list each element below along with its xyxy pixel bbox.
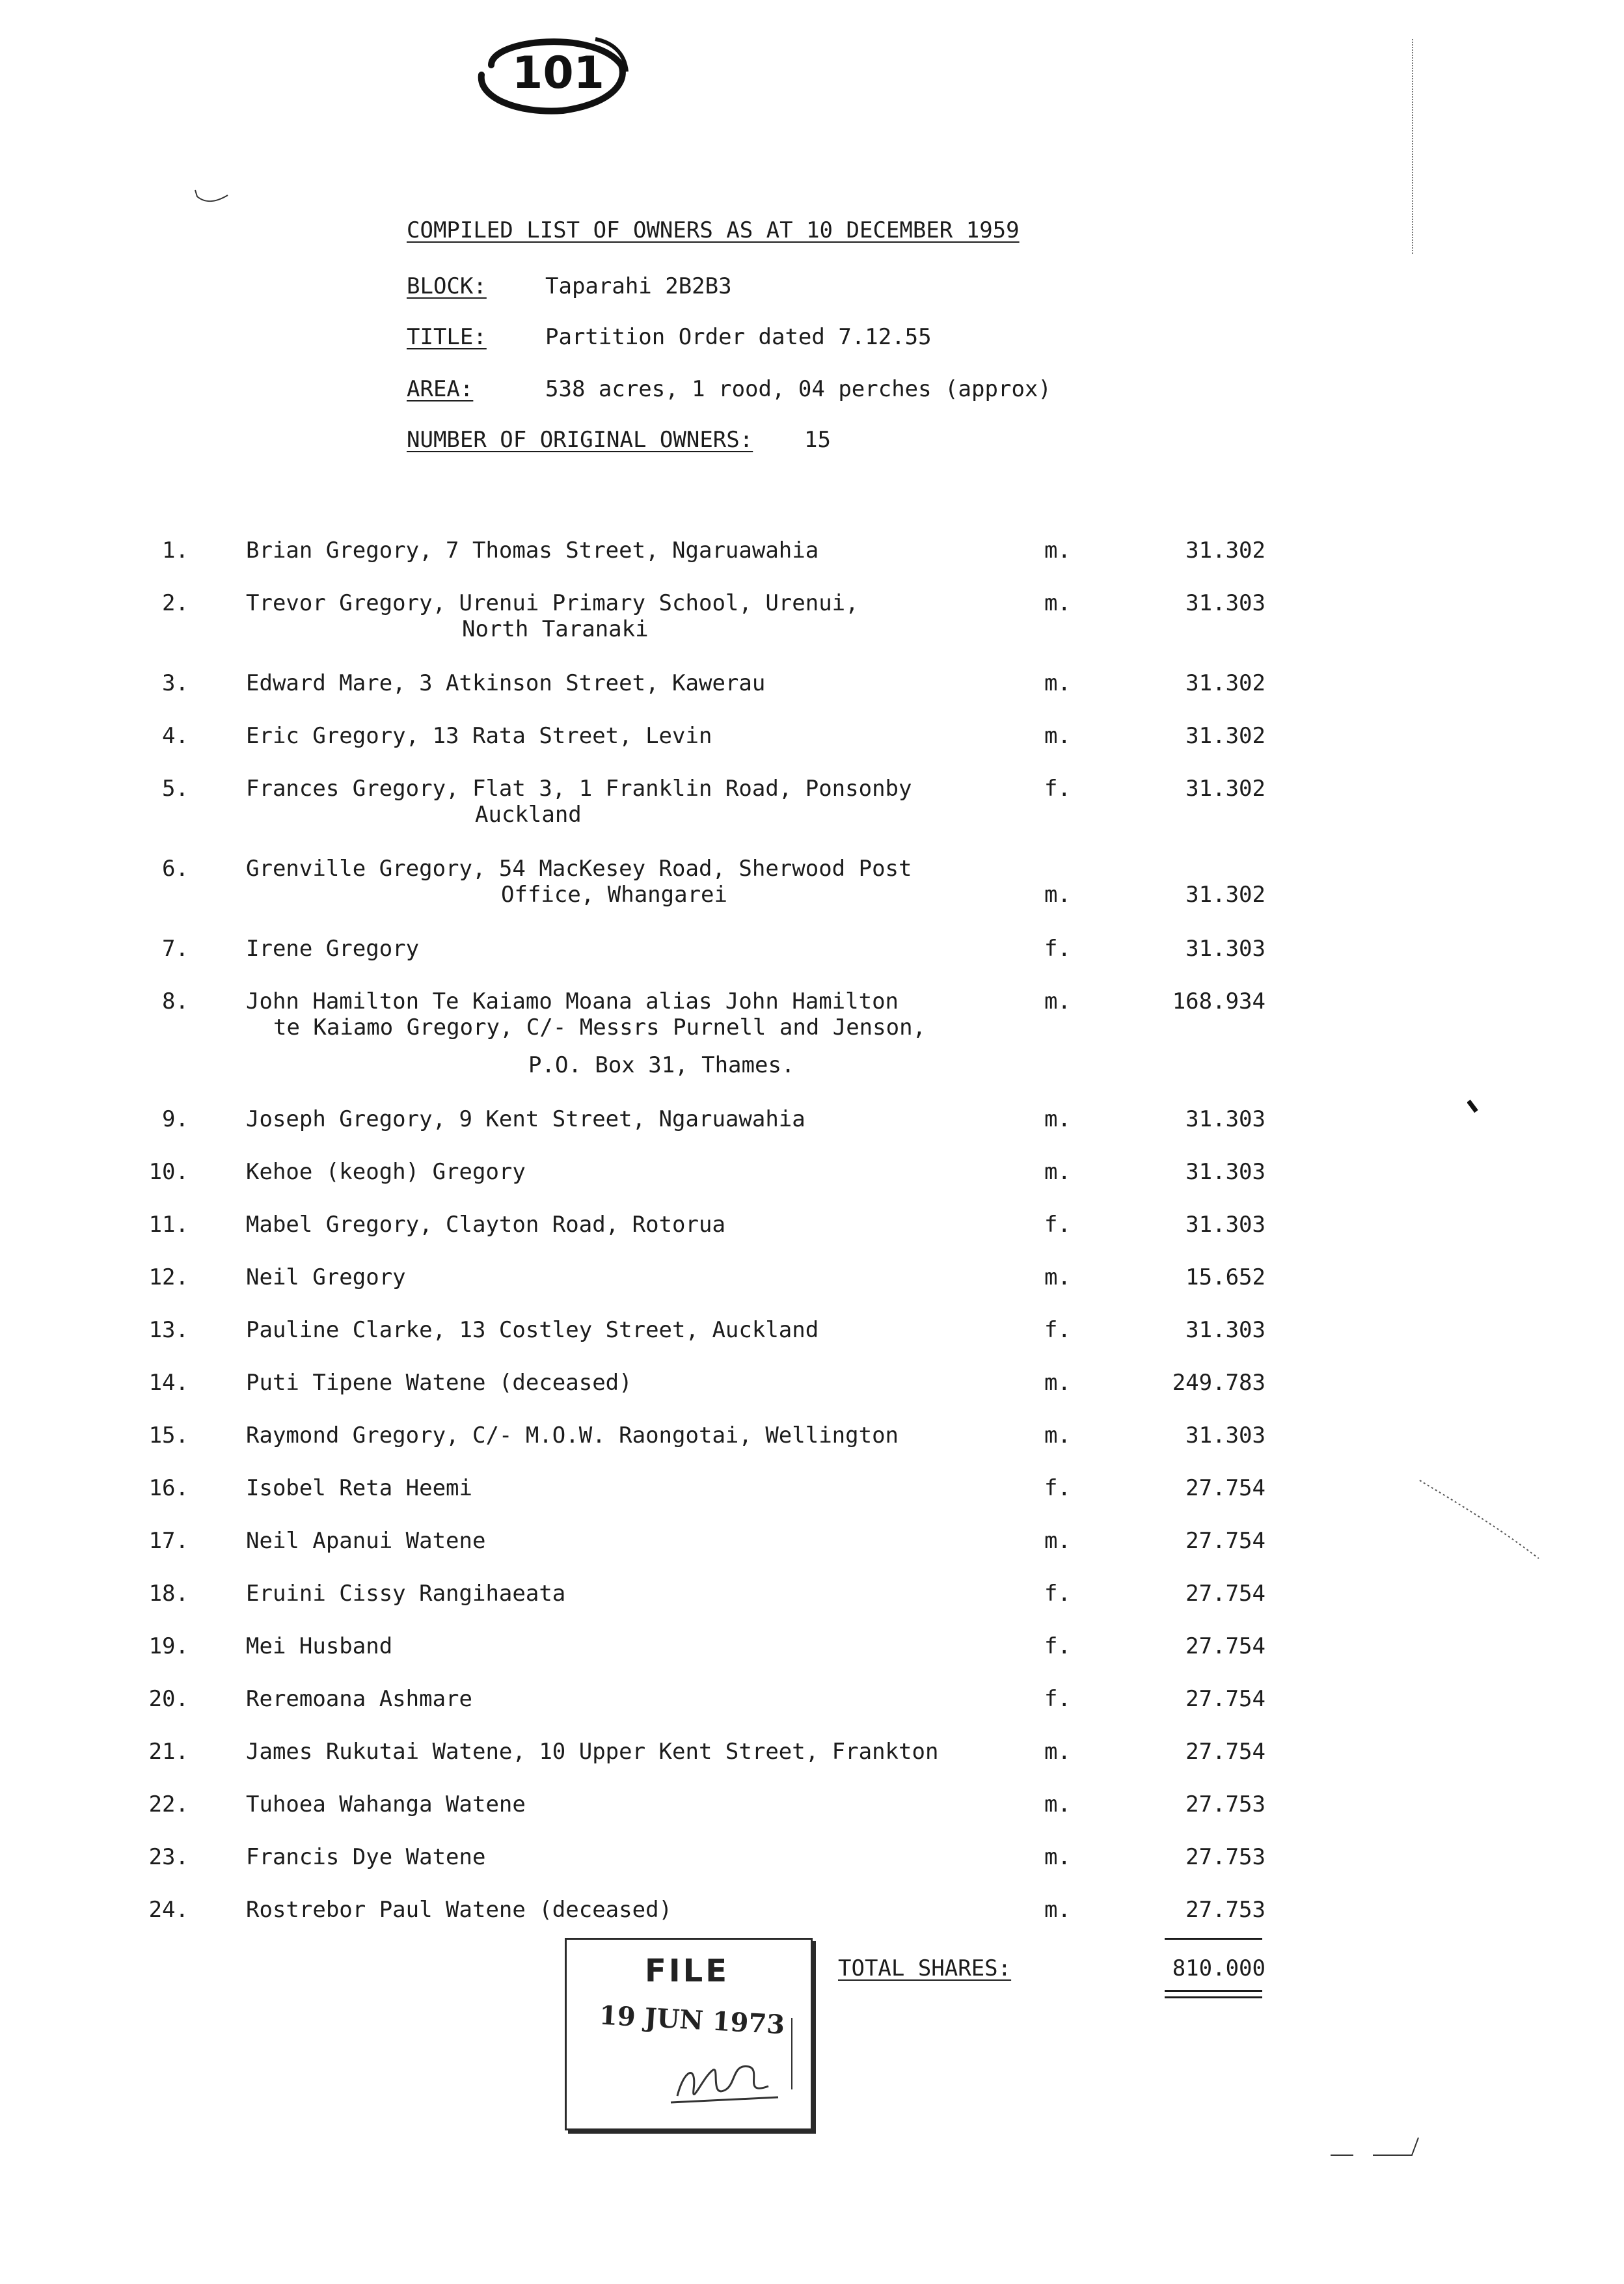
owner-name: Eric Gregory, 13 Rata Street, Levin [246, 723, 712, 749]
owner-sex: m. [1044, 1264, 1071, 1290]
owner-sex: m. [1044, 1422, 1071, 1448]
owner-name: Reremoana Ashmare [246, 1686, 472, 1712]
owner-number: 15. [148, 1422, 189, 1448]
owner-name: John Hamilton Te Kaiamo Moana alias John Hamilton [246, 988, 899, 1014]
owner-name: Trevor Gregory, Urenui Primary School, Urenui, [246, 590, 859, 616]
owner-share: 27.754 [1185, 1528, 1265, 1554]
total-shares-value: 810.000 [1172, 1955, 1265, 1981]
owner-name-continued: Auckland [475, 802, 582, 828]
owner-number: 20. [148, 1686, 189, 1712]
owner-number: 19. [148, 1633, 189, 1659]
block-label: BLOCK: [407, 273, 487, 299]
owner-sex: f. [1044, 1633, 1071, 1659]
owner-name: Brian Gregory, 7 Thomas Street, Ngaruawahia [246, 537, 819, 564]
owner-number: 1. [162, 537, 189, 564]
stamp-date: 19 JUN 1973 [598, 2000, 786, 2041]
owner-number: 7. [162, 936, 189, 962]
area-value: 538 acres, 1 rood, 04 perches (approx) [545, 376, 1051, 402]
owner-name: Kehoe (keogh) Gregory [246, 1159, 526, 1185]
owner-sex: f. [1044, 1686, 1071, 1712]
owner-sex: m. [1044, 1844, 1071, 1870]
owner-name: Irene Gregory [246, 936, 420, 962]
owner-number: 6. [162, 856, 189, 882]
circled-page-number-icon [465, 26, 634, 124]
document-title: COMPILED LIST OF OWNERS AS AT 10 DECEMBER 1959 [407, 217, 1020, 243]
owner-share: 31.303 [1185, 590, 1265, 616]
owner-share: 31.302 [1185, 882, 1265, 908]
owner-number: 16. [148, 1475, 189, 1501]
scan-mark [1327, 2134, 1425, 2160]
total-rule-double-1 [1165, 1990, 1262, 1992]
owner-number: 8. [162, 988, 189, 1014]
owner-share: 31.303 [1185, 936, 1265, 962]
owner-share: 27.754 [1185, 1475, 1265, 1501]
owner-number: 18. [148, 1581, 189, 1607]
owner-sex: f. [1044, 1475, 1071, 1501]
owner-sex: f. [1044, 1317, 1071, 1343]
owner-number: 2. [162, 590, 189, 616]
owner-number: 10. [148, 1159, 189, 1185]
owner-sex: m. [1044, 1528, 1071, 1554]
owner-sex: m. [1044, 1106, 1071, 1132]
owner-share: 27.753 [1185, 1791, 1265, 1817]
scan-mark [1418, 1474, 1542, 1565]
owner-name: James Rukutai Watene, 10 Upper Kent Street, Frankton [246, 1739, 939, 1765]
owner-share: 27.754 [1185, 1581, 1265, 1607]
owner-sex: m. [1044, 537, 1071, 564]
owner-number: 23. [148, 1844, 189, 1870]
owner-share: 31.302 [1185, 670, 1265, 696]
owner-name-continued: te Kaiamo Gregory, C/- Messrs Purnell and Jenson, [273, 1014, 927, 1040]
owner-number: 5. [162, 776, 189, 802]
owner-number: 13. [148, 1317, 189, 1343]
owner-sex: m. [1044, 1739, 1071, 1765]
owner-share: 31.303 [1185, 1317, 1265, 1343]
owner-sex: f. [1044, 936, 1071, 962]
owner-sex: m. [1044, 1897, 1071, 1923]
title-label: TITLE: [407, 324, 487, 350]
owner-share: 27.754 [1185, 1739, 1265, 1765]
block-value: Taparahi 2B2B3 [545, 273, 732, 299]
original-owners-value: 15 [804, 427, 831, 453]
owner-sex: m. [1044, 1370, 1071, 1396]
owner-name: Grenville Gregory, 54 MacKesey Road, Sherwood Post [246, 856, 912, 882]
owner-share: 27.753 [1185, 1844, 1265, 1870]
owner-name: Edward Mare, 3 Atkinson Street, Kawerau [246, 670, 766, 696]
owner-sex: f. [1044, 776, 1071, 802]
owner-name: Joseph Gregory, 9 Kent Street, Ngaruawahia [246, 1106, 805, 1132]
owner-number: 3. [162, 670, 189, 696]
owner-share: 31.303 [1185, 1422, 1265, 1448]
owner-share: 31.302 [1185, 723, 1265, 749]
stamp-signature [664, 2050, 788, 2115]
owner-name: Mei Husband [246, 1633, 393, 1659]
owner-share: 249.783 [1172, 1370, 1265, 1396]
page-number-text: 101 [512, 48, 604, 99]
owner-share: 27.754 [1185, 1633, 1265, 1659]
owner-name: Eruini Cissy Rangihaeata [246, 1581, 566, 1607]
total-shares-label: TOTAL SHARES: [838, 1955, 1012, 1981]
area-label: AREA: [407, 376, 474, 402]
file-stamp [565, 1938, 813, 2130]
owner-number: 11. [148, 1212, 189, 1238]
owner-share: 31.303 [1185, 1159, 1265, 1185]
stamp-file-word: FILE [645, 1953, 730, 1989]
owner-number: 17. [148, 1528, 189, 1554]
total-rule-double-2 [1165, 1996, 1262, 1998]
owner-name: Neil Apanui Watene [246, 1528, 486, 1554]
scan-mark [192, 189, 231, 208]
owner-name: Tuhoea Wahanga Watene [246, 1791, 526, 1817]
original-owners-label: NUMBER OF ORIGINAL OWNERS: [407, 427, 753, 453]
owner-name: Raymond Gregory, C/- M.O.W. Raongotai, Wellington [246, 1422, 899, 1448]
owner-number: 22. [148, 1791, 189, 1817]
owner-name: Pauline Clarke, 13 Costley Street, Auckland [246, 1317, 819, 1343]
owner-share: 31.303 [1185, 1106, 1265, 1132]
owner-name: Rostrebor Paul Watene (deceased) [246, 1897, 673, 1923]
owner-share: 15.652 [1185, 1264, 1265, 1290]
owner-number: 24. [148, 1897, 189, 1923]
owner-sex: m. [1044, 1159, 1071, 1185]
owner-sex: m. [1044, 882, 1071, 908]
owner-name: Frances Gregory, Flat 3, 1 Franklin Road, Ponsonby [246, 776, 912, 802]
owner-number: 14. [148, 1370, 189, 1396]
owner-share: 31.302 [1185, 776, 1265, 802]
owner-share: 31.303 [1185, 1212, 1265, 1238]
owner-name-continued: P.O. Box 31, Thames. [528, 1052, 795, 1078]
owner-sex: m. [1044, 1791, 1071, 1817]
owner-share: 27.753 [1185, 1897, 1265, 1923]
owner-sex: m. [1044, 988, 1071, 1014]
scan-mark [1467, 1100, 1480, 1119]
total-rule-top [1165, 1938, 1262, 1940]
owner-sex: m. [1044, 590, 1071, 616]
owner-share: 27.754 [1185, 1686, 1265, 1712]
owner-share: 31.302 [1185, 537, 1265, 564]
owner-number: 9. [162, 1106, 189, 1132]
owner-sex: m. [1044, 670, 1071, 696]
owner-sex: f. [1044, 1581, 1071, 1607]
owner-name: Neil Gregory [246, 1264, 406, 1290]
owner-sex: f. [1044, 1212, 1071, 1238]
page-number-mark [465, 26, 634, 124]
owner-number: 4. [162, 723, 189, 749]
owner-name-continued: North Taranaki [462, 616, 649, 642]
owner-name: Francis Dye Watene [246, 1844, 486, 1870]
owner-name: Mabel Gregory, Clayton Road, Rotorua [246, 1212, 725, 1238]
scan-mark [1412, 39, 1420, 254]
owner-share: 168.934 [1172, 988, 1265, 1014]
owner-number: 12. [148, 1264, 189, 1290]
title-value: Partition Order dated 7.12.55 [545, 324, 932, 350]
owner-name: Puti Tipene Watene (deceased) [246, 1370, 632, 1396]
owner-name: Isobel Reta Heemi [246, 1475, 472, 1501]
owner-sex: m. [1044, 723, 1071, 749]
owner-number: 21. [148, 1739, 189, 1765]
owner-name-continued: Office, Whangarei [501, 882, 727, 908]
